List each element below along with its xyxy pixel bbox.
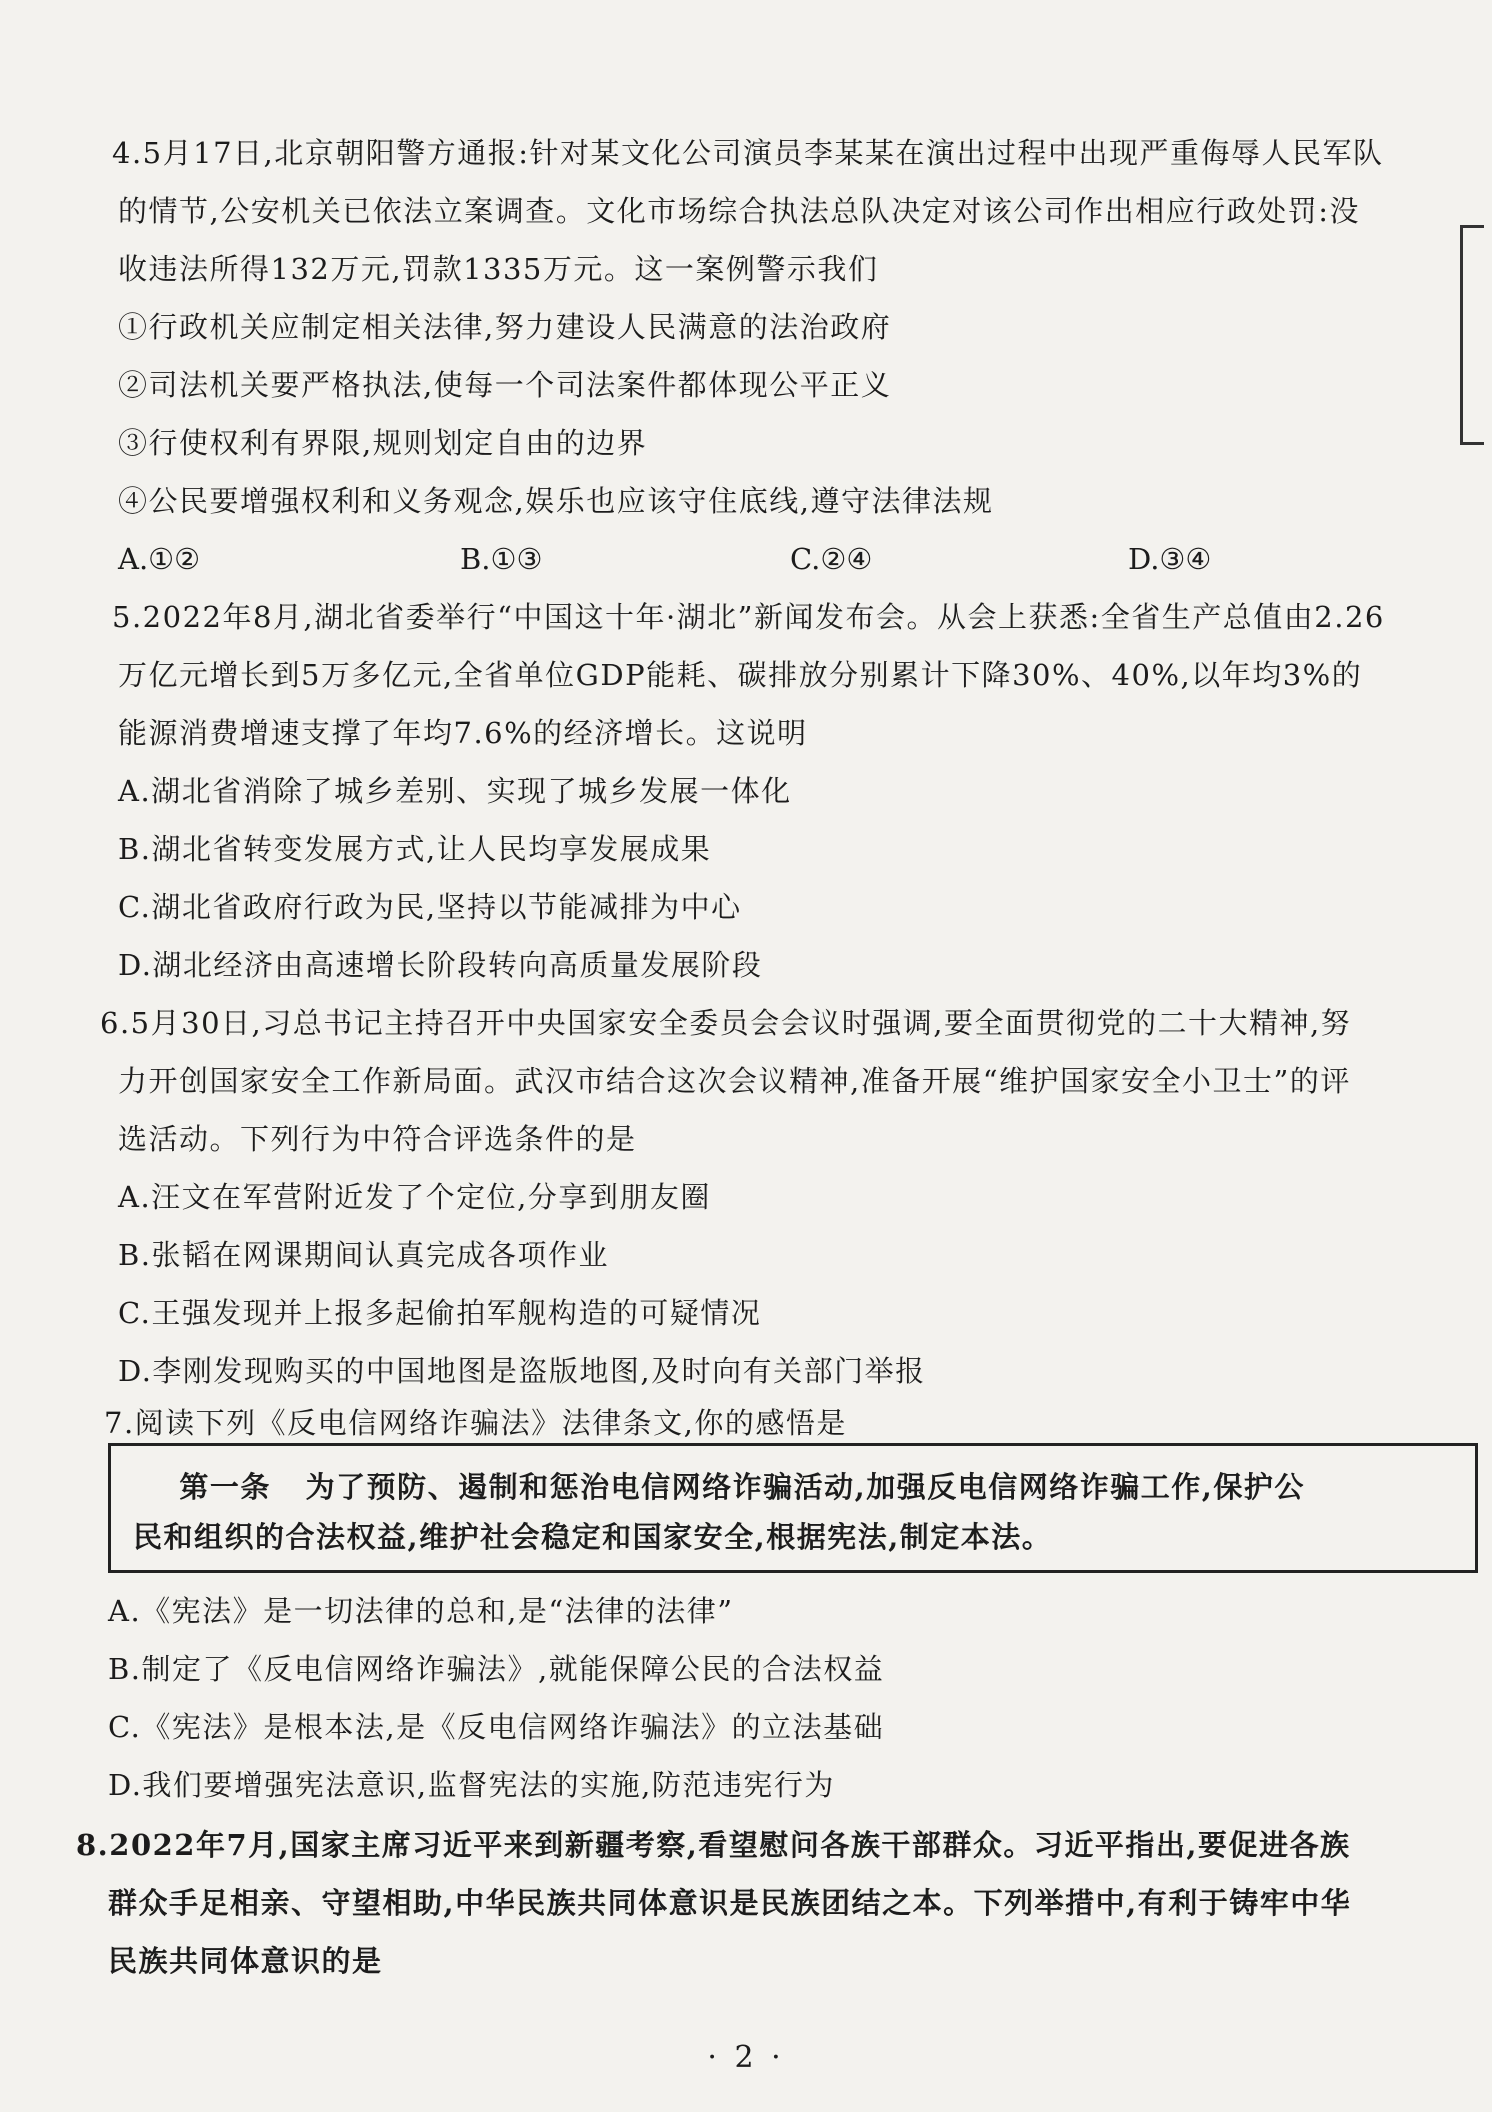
q5-option-c[interactable]: C.湖北省政府行政为民,坚持以节能减排为中心 (118, 890, 742, 924)
q4-statement-4: ④公民要增强权利和义务观念,娱乐也应该守住底线,遵守法律法规 (118, 484, 994, 518)
q4-statement-3: ③行使权利有界限,规则划定自由的边界 (118, 426, 648, 460)
q4-line-1: 4.5月17日,北京朝阳警方通报:针对某文化公司演员李某某在演出过程中出现严重侮辱人民军队 (112, 136, 1384, 170)
q6-line-1: 6.5月30日,习总书记主持召开中央国家安全委员会会议时强调,要全面贯彻党的二十大精神,努 (100, 1006, 1352, 1040)
q4-option-d[interactable]: D.③④ (1128, 542, 1212, 576)
page-number: · 2 · (707, 2040, 785, 2075)
q8-line-2: 群众手足相亲、守望相助,中华民族共同体意识是民族团结之本。下列举措中,有利于铸牢中华 (108, 1886, 1352, 1920)
law-excerpt-box (108, 1443, 1478, 1573)
q7-option-c[interactable]: C.《宪法》是根本法,是《反电信网络诈骗法》的立法基础 (108, 1710, 885, 1744)
q8-line-1: 8.2022年7月,国家主席习近平来到新疆考察,看望慰问各族干部群众。习近平指出,要促进各族 (76, 1828, 1351, 1862)
q7-option-d[interactable]: D.我们要增强宪法意识,监督宪法的实施,防范违宪行为 (108, 1768, 835, 1802)
q4-statement-2: ②司法机关要严格执法,使每一个司法案件都体现公平正义 (118, 368, 892, 402)
q6-line-2: 力开创国家安全工作新局面。武汉市结合这次会议精神,准备开展“维护国家安全小卫士”的评 (118, 1064, 1351, 1098)
q6-option-b[interactable]: B.张韬在网课期间认真完成各项作业 (118, 1238, 610, 1272)
q8-line-3: 民族共同体意识的是 (108, 1944, 383, 1978)
q7-option-a[interactable]: A.《宪法》是一切法律的总和,是“法律的法律” (108, 1594, 734, 1628)
q4-option-c[interactable]: C.②④ (790, 542, 873, 576)
margin-bracket (1460, 225, 1484, 445)
q5-option-a[interactable]: A.湖北省消除了城乡差别、实现了城乡发展一体化 (118, 774, 792, 808)
law-excerpt-line-2: 民和组织的合法权益,维护社会稳定和国家安全,根据宪法,制定本法。 (133, 1520, 1053, 1554)
q5-option-d[interactable]: D.湖北经济由高速增长阶段转向高质量发展阶段 (118, 948, 763, 982)
q4-option-a[interactable]: A.①② (118, 542, 201, 576)
q6-option-d[interactable]: D.李刚发现购买的中国地图是盗版地图,及时向有关部门举报 (118, 1354, 926, 1388)
q6-option-a[interactable]: A.汪文在军营附近发了个定位,分享到朋友圈 (118, 1180, 711, 1214)
q5-line-2: 万亿元增长到5万多亿元,全省单位GDP能耗、碳排放分别累计下降30%、40%,以年均3%的 (118, 658, 1363, 692)
law-excerpt-line-1: 第一条 为了预防、遏制和惩治电信网络诈骗活动,加强反电信网络诈骗工作,保护公 (133, 1470, 1305, 1504)
q7-option-b[interactable]: B.制定了《反电信网络诈骗法》,就能保障公民的合法权益 (108, 1652, 885, 1686)
q4-line-2: 的情节,公安机关已依法立案调查。文化市场综合执法总队决定对该公司作出相应行政处罚:没 (118, 194, 1360, 228)
q5-line-1: 5.2022年8月,湖北省委举行“中国这十年·湖北”新闻发布会。从会上获悉:全省生产总值由2.26 (112, 600, 1385, 634)
q4-option-b[interactable]: B.①③ (460, 542, 543, 576)
q6-option-c[interactable]: C.王强发现并上报多起偷拍军舰构造的可疑情况 (118, 1296, 762, 1330)
q5-line-3: 能源消费增速支撑了年均7.6%的经济增长。这说明 (118, 716, 808, 750)
q7-line-1: 7.阅读下列《反电信网络诈骗法》法律条文,你的感悟是 (104, 1406, 847, 1440)
q6-line-3: 选活动。下列行为中符合评选条件的是 (118, 1122, 637, 1156)
q5-option-b[interactable]: B.湖北省转变发展方式,让人民均享发展成果 (118, 832, 712, 866)
q4-line-3: 收违法所得132万元,罚款1335万元。这一案例警示我们 (118, 252, 879, 286)
q4-statement-1: ①行政机关应制定相关法律,努力建设人民满意的法治政府 (118, 310, 892, 344)
